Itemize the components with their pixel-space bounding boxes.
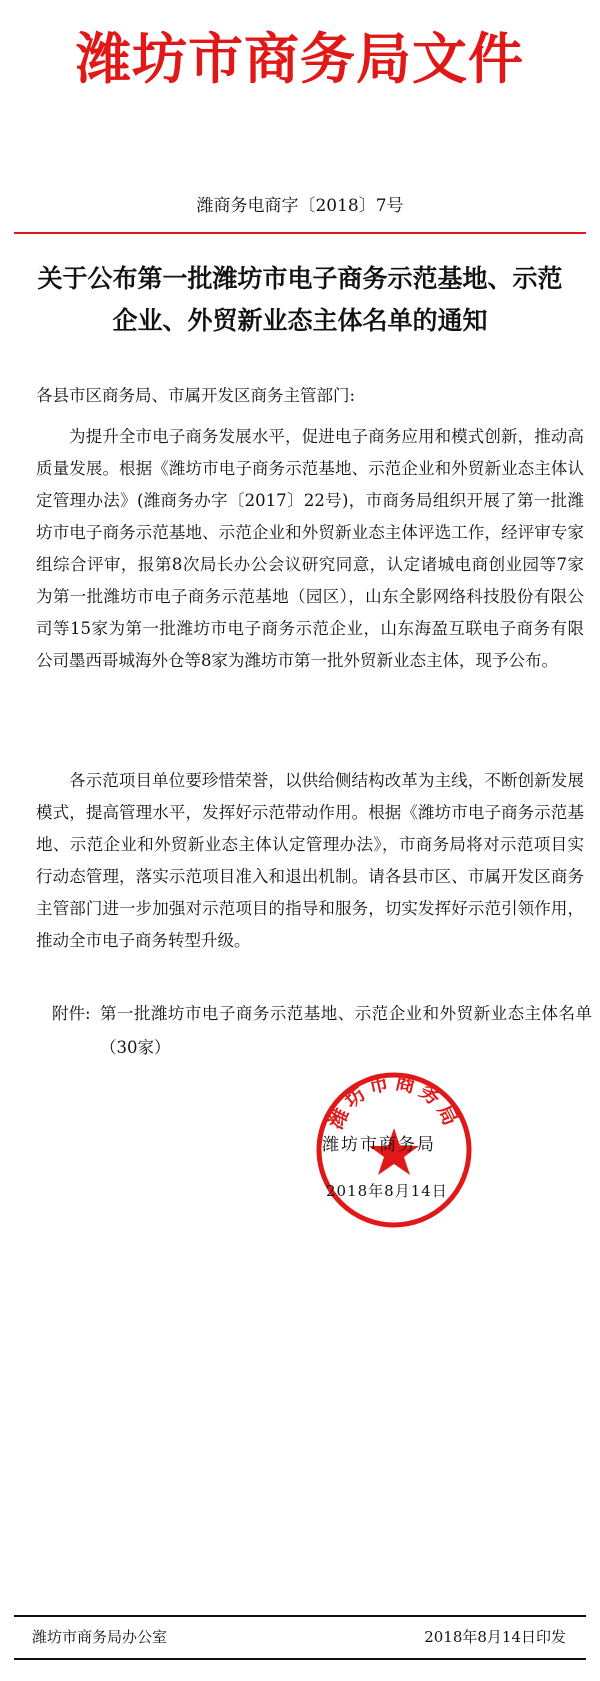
document-header-title: 潍坊市商务局文件 — [75, 27, 524, 91]
body-paragraph-1: 为提升全市电子商务发展水平，促进电子商务应用和模式创新，推动高质量发展。根据《潍坊市电子商务示范基地、示范企业和外贸新业态主体认定管理办法》(潍商务办字〔2017〕22号)，市商务局组织开展了第一批潍坊市电子商务示范基地、示范企业和外贸新业态主体评选工作，经评审专家组综合评审，报第8次局长办公会议研究同意，认定诸城电商创业园等7家为第一批潍坊市电子商务示范基地（园区），山东全影网络科技股份有限公司等15家为第一批潍坊市电子商务示范企业，山东海盈互联电子商务有限公司墨西哥城海外仓等8家为潍坊市第一批外贸新业态主体，现予公布。 — [36, 427, 584, 670]
footer-issuer: 潍坊市商务局办公室 — [32, 1628, 168, 1646]
signature-date: 2018年8月14日 — [326, 1182, 448, 1200]
document-number: 潍商务电商字〔2018〕7号 — [196, 196, 404, 216]
notice-title-line-2: 企业、外贸新业态主体名单的通知 — [112, 306, 488, 335]
salutation: 各县市区商务局、市属开发区商务主管部门: — [36, 386, 356, 405]
red-divider — [14, 232, 586, 234]
footer-issue-date: 2018年8月14日印发 — [424, 1628, 566, 1646]
body-paragraph-2: 各示范项目单位要珍惜荣誉，以供给侧结构改革为主线，不断创新发展模式，提高管理水平，发挥好示范带动作用。根据《潍坊市电子商务示范基地、示范企业和外贸新业态主体认定管理办法》，市商务局将对示范项目实行动态管理，落实示范项目准入和退出机制。请各县市区、市属开发区商务主管部门进一步加强对示范项目的指导和服务，切实发挥好示范引领作用，推动全市电子商务转型升级。 — [36, 771, 584, 950]
notice-title — [12, 258, 588, 342]
footer-rule-bottom — [14, 1658, 586, 1660]
attachment-text: 第一批潍坊市电子商务示范基地、示范企业和外贸新业态主体名单（30家） — [100, 1004, 592, 1057]
footer-rule-top — [14, 1615, 586, 1617]
attachment-label: 附件: — [52, 1004, 91, 1023]
seal-text: 潍坊市商务局 — [323, 1070, 465, 1133]
notice-title-line-1: 关于公布第一批潍坊市电子商务示范基地、示范 — [37, 264, 563, 293]
signature-organization: 潍坊市商务局 — [322, 1135, 436, 1155]
